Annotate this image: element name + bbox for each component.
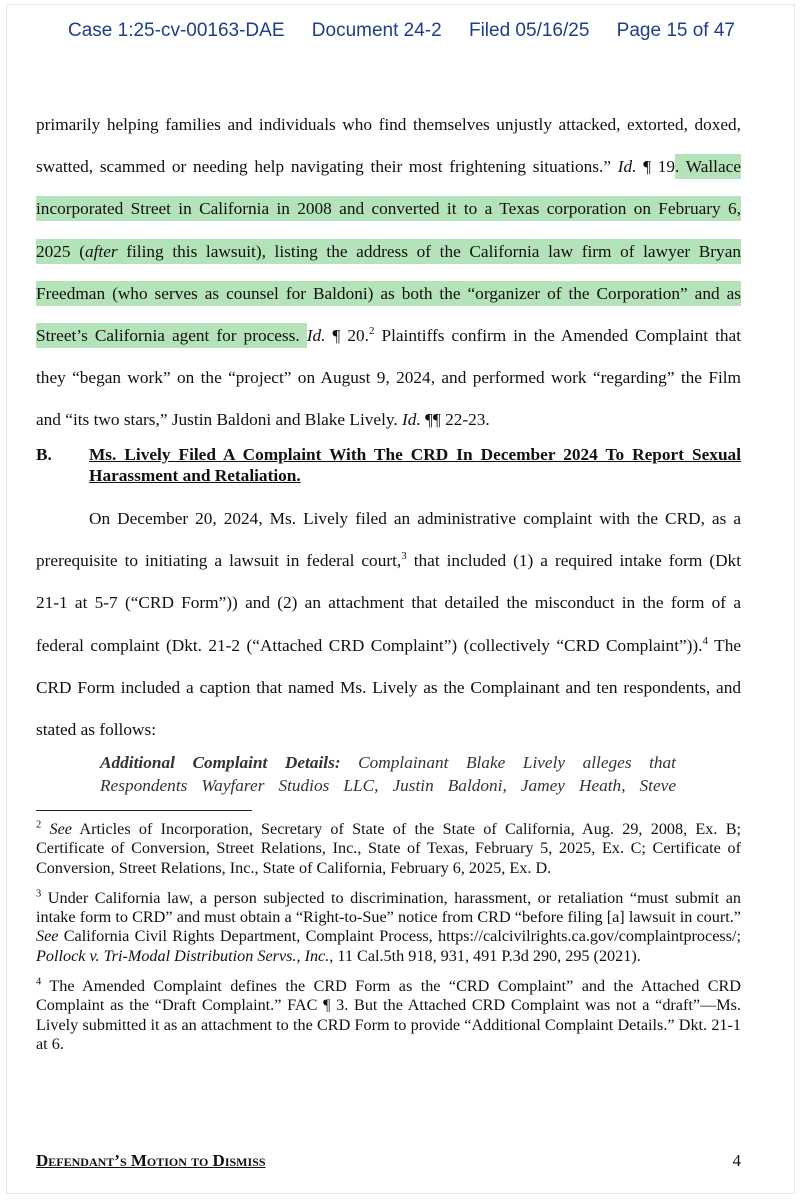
quote-lead: Additional Complaint Details: — [100, 753, 341, 772]
paragraph-crd-complaint — [36, 498, 741, 751]
section-letter: B. — [36, 445, 52, 464]
case-number: Case 1:25-cv-00163-DAE — [68, 20, 285, 41]
block-quote: Additional Complaint Details: Complainant Blake Lively alleges that Respondents Wayfarer Studios LLC, Justin Baldoni, Jamey Heath, Steve — [100, 753, 676, 795]
text-line: swatted, scammed or needing help navigating their most frightening situations.” Id. ¶ 19. Wallace — [36, 146, 741, 188]
highlight: . Wallace — [675, 154, 741, 179]
text-line: prerequisite to initiating a lawsuit in federal court,$^3$ that included (1) a required intake form (Dkt — [36, 550, 741, 571]
paragraph-street-relations — [36, 104, 741, 442]
footnote-3: $^3$ Under California law, a person subjected to discrimination, harassment, or retaliation “must submit an intake form to CRD” and must obtain a “Right-to-Sue” notice from CRD “before filing [a] lawsuit in court.” See California Civil Rights Department, Complaint Process, https://calcivilrights.ca.gov/complaintprocess/; Pollock v. Tri-Modal Distribution Servs., Inc., 11 Cal.5th 918, 931, 491 P.3d 290, 295 (2021). — [36, 888, 741, 965]
highlight: 2025 (after filing this lawsuit), listing the address of the California law firm of lawyer Bryan — [36, 239, 741, 264]
footnotes — [36, 820, 741, 1065]
text-line: 21-1 at 5-7 (“CRD Form”)) and (2) an attachment that detailed the misconduct in the form of a — [36, 593, 741, 613]
filed-date: Filed 05/16/25 — [468, 20, 590, 41]
text-line: primarily helping families and individuals who find themselves unjustly attacked, extorted, doxed, — [36, 115, 741, 134]
footnote-ref: 2 — [368, 325, 375, 338]
footnote-ref: 4 — [702, 634, 708, 647]
text-line: they “began work” on the “project” on August 9, 2024, and performed work “regarding” the Film — [36, 368, 741, 388]
text-line: stated as follows: — [36, 719, 156, 739]
quote-line: Respondents Wayfarer Studios LLC, Justin Baldoni, Jamey Heath, Steve — [100, 776, 676, 795]
text-line: federal complaint (Dkt. 21-2 (“Attached CRD Complaint”) (collectively “CRD Complaint”)).$^4$ The — [36, 634, 741, 655]
text-line: and “its two stars,” Justin Baldoni and Blake Lively. Id. ¶¶ 22-23. — [36, 410, 490, 430]
footnote-4: $^4$ The Amended Complaint defines the CRD Form as the “CRD Complaint” and the Attached CRD Complaint as the “Draft Complaint.” FAC ¶ 3. But the Attached CRD Complaint was not a “draft”—Ms. Lively submitted it as an attachment to the CRD Form to provide “Additional Complaint Details.” Dkt. 21-1 at 6. — [36, 976, 741, 1053]
text-line — [36, 231, 741, 273]
text-line — [36, 273, 741, 315]
page-number: 4 — [732, 1151, 741, 1170]
case-header — [0, 20, 803, 42]
text-line: On December 20, 2024, Ms. Lively filed an administrative complaint with the CRD, as a — [89, 509, 741, 528]
page-footer — [36, 1151, 741, 1171]
text-line — [36, 188, 741, 230]
highlight: Freedman (who serves as counsel for Baldoni) as both the “organizer of the Corporation” and as — [36, 281, 741, 306]
document-number: Document 24-2 — [311, 20, 442, 41]
highlight: Street’s California agent for process. — [36, 323, 307, 348]
section-title: Ms. Lively Filed A Complaint With The CRD In December 2024 To Report Sexual Harassment and Retaliation. — [89, 445, 741, 485]
text-line: CRD Form included a caption that named Ms. Lively as the Complainant and ten respondents, and — [36, 677, 741, 697]
page-count: Page 15 of 47 — [616, 20, 735, 41]
footnote-2: $^2$ See Articles of Incorporation, Secretary of State of the State of California, Aug. 29, 2008, Ex. B; Certificate of Conversion, Street Relations, Inc., State of Texas, February 5, 2025, Ex. C; Certificate of Conversion, Street Relations, Inc., State of California, February 6, 2025, Ex. D. — [36, 819, 742, 877]
footnote-ref: 3 — [401, 550, 407, 563]
footer-title: Defendant’s Motion to Dismiss — [36, 1151, 266, 1170]
highlight: incorporated Street in California in 2008 and converted it to a Texas corporation on February 6, — [36, 196, 741, 221]
footnote-divider — [36, 810, 252, 811]
text-line: Street’s California agent for process. Id. ¶ 20.$^2$ Plaintiffs confirm in the Amended Complaint that — [36, 315, 741, 357]
